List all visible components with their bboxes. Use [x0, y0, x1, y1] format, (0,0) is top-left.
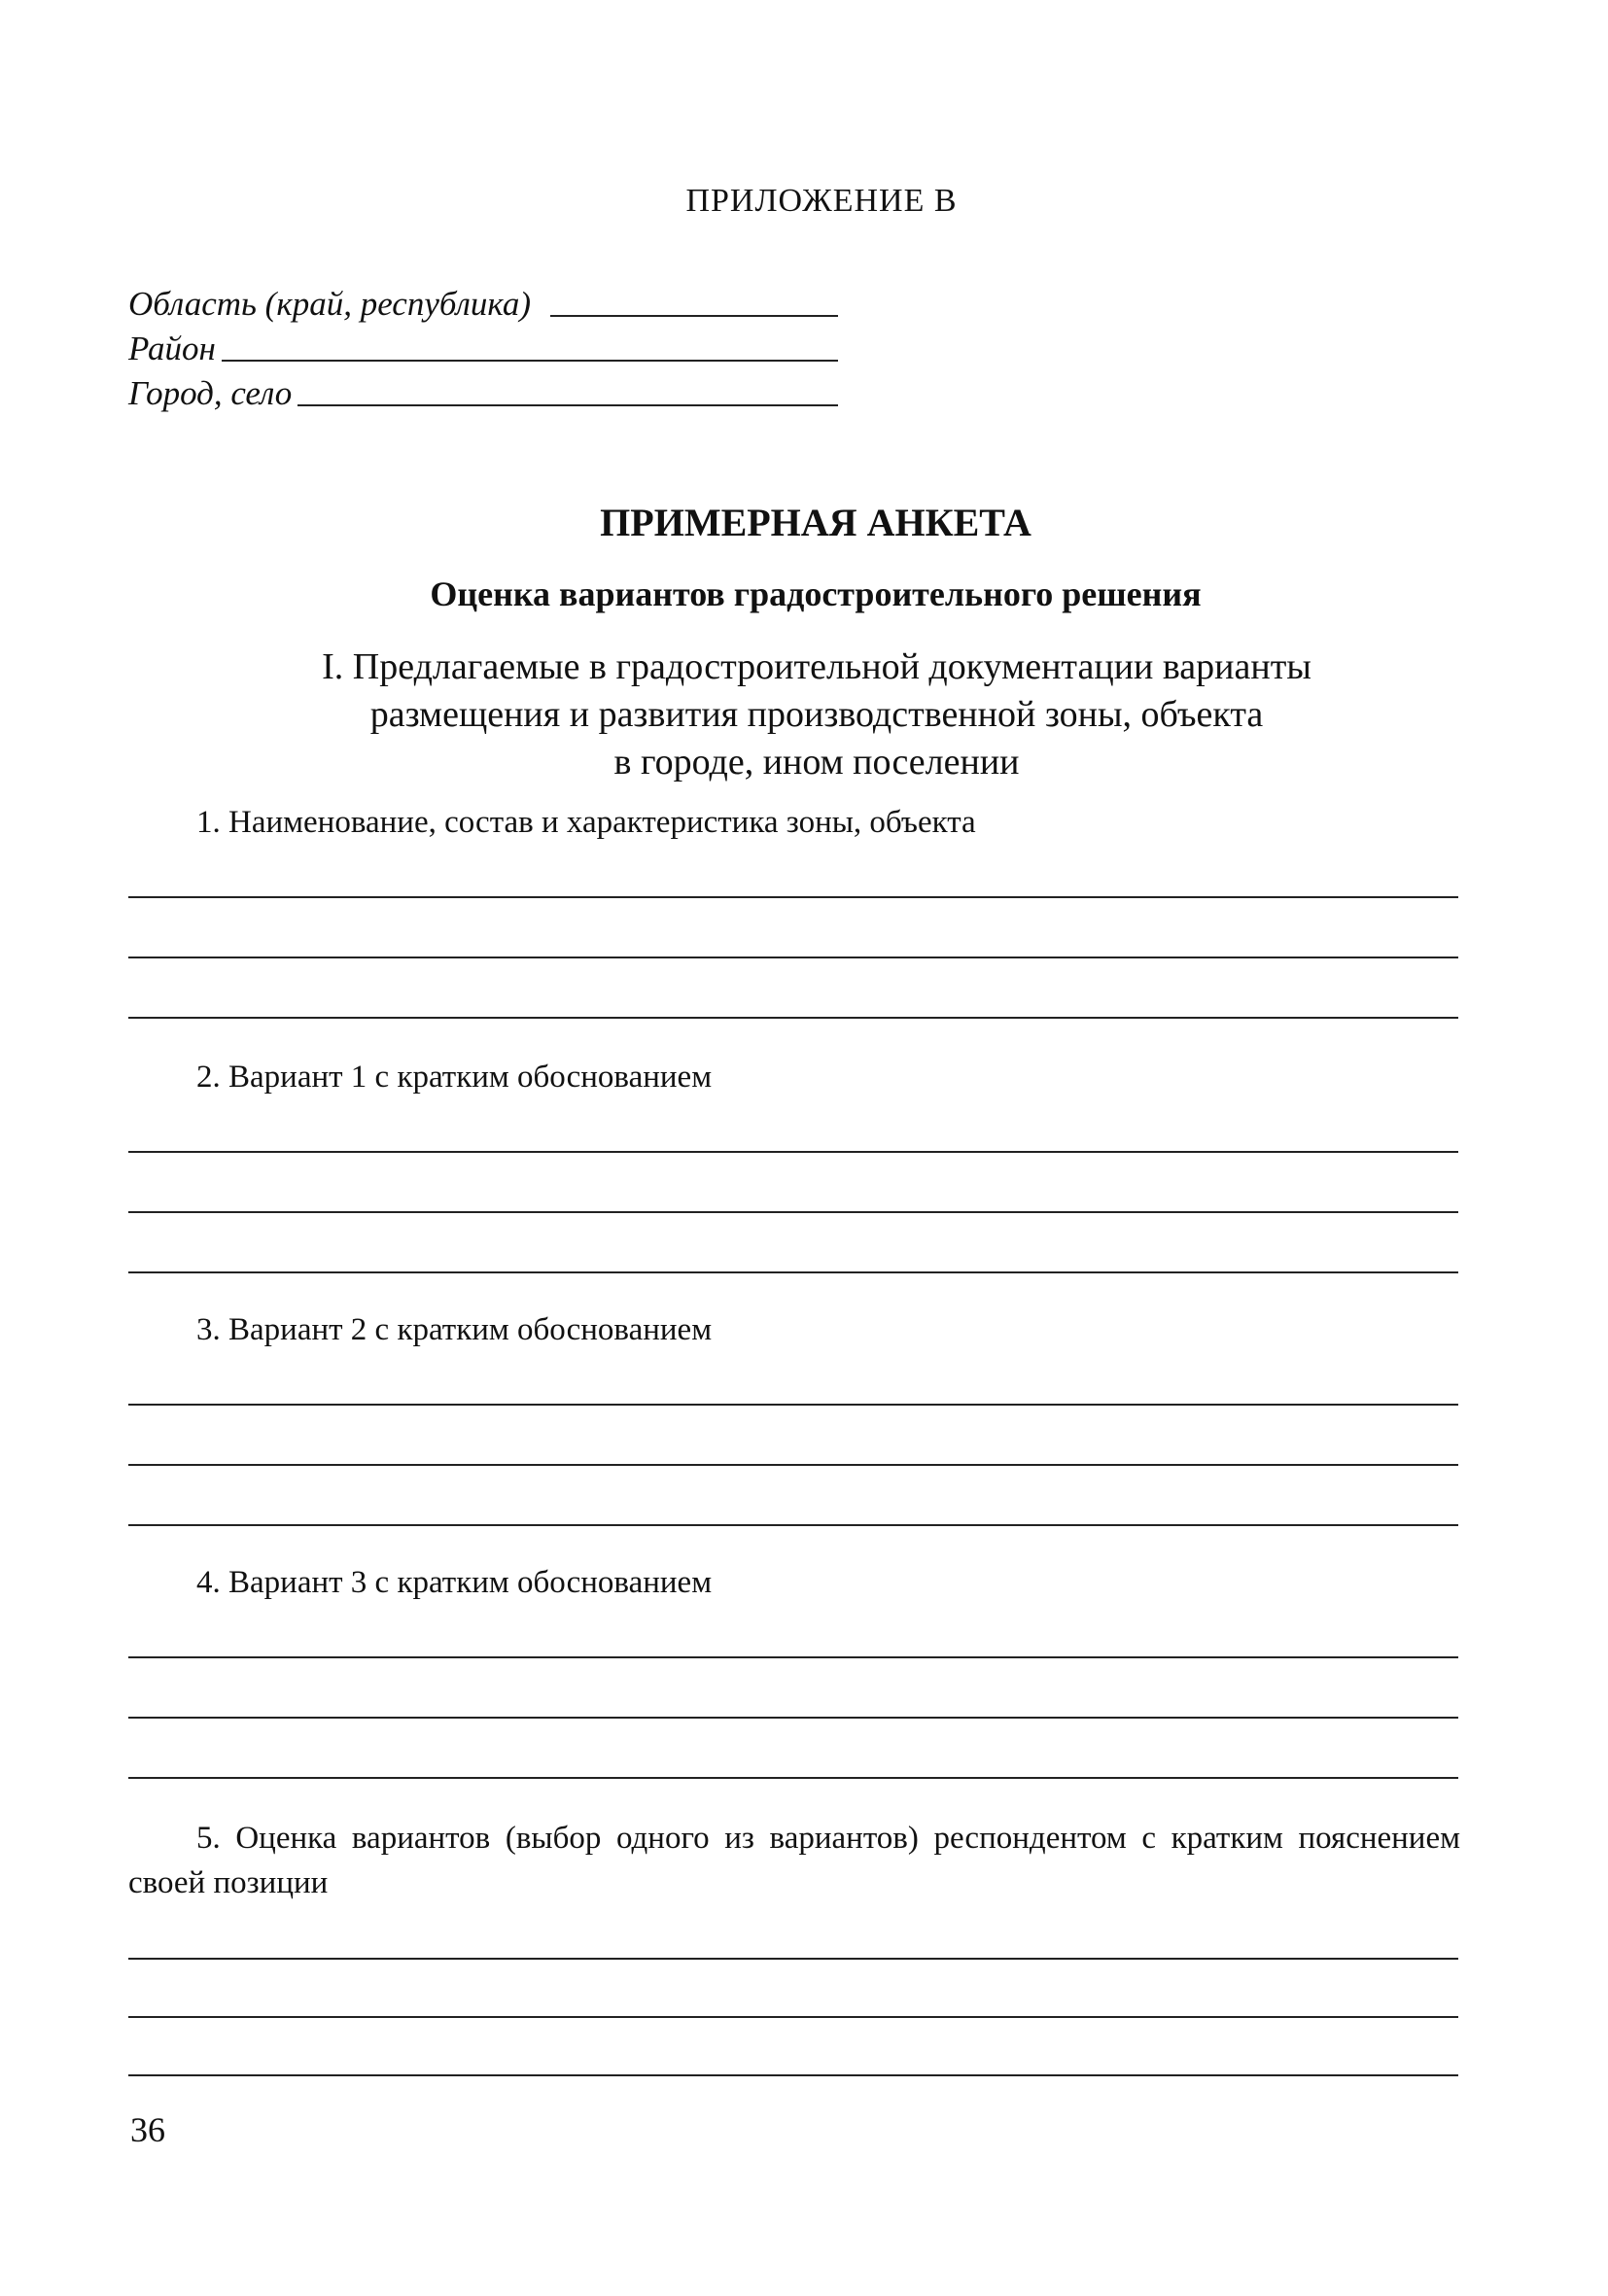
- region-label: Область (край, республика): [128, 285, 532, 323]
- form-title: ПРИМЕРНАЯ АНКЕТА: [600, 501, 1031, 544]
- district-blank-line[interactable]: [222, 360, 838, 362]
- question-5: 5. Оценка вариантов (выбор одного из вариантов) респондентом с кратким пояснением своей позиции: [128, 1821, 1460, 1900]
- answer-line-1c[interactable]: [128, 1017, 1458, 1019]
- section-heading-line-1: I. Предлагаемые в градостроительной документации варианты: [322, 646, 1311, 687]
- section-heading: [165, 644, 1468, 786]
- answer-line-1b[interactable]: [128, 957, 1458, 958]
- question-1: 1. Наименование, состав и характеристика зоны, объекта: [196, 805, 976, 840]
- section-heading-line-3: в городе, ином поселении: [613, 742, 1020, 783]
- district-label: Район: [128, 330, 216, 367]
- region-blank-line[interactable]: [550, 315, 838, 317]
- answer-line-5c[interactable]: [128, 2074, 1458, 2076]
- city-label: Город, село: [128, 374, 293, 412]
- city-blank-line[interactable]: [297, 404, 838, 406]
- answer-line-2a[interactable]: [128, 1151, 1458, 1153]
- answer-line-4a[interactable]: [128, 1656, 1458, 1658]
- appendix-title: ПРИЛОЖЕНИЕ В: [685, 183, 958, 219]
- answer-line-5b[interactable]: [128, 2016, 1458, 2018]
- answer-line-1a[interactable]: [128, 896, 1458, 898]
- question-4: 4. Вариант 3 с кратким обоснованием: [196, 1565, 713, 1600]
- answer-line-3c[interactable]: [128, 1524, 1458, 1526]
- question-3: 3. Вариант 2 с кратким обоснованием: [196, 1312, 713, 1347]
- answer-line-2c[interactable]: [128, 1271, 1458, 1273]
- district-field[interactable]: [128, 321, 838, 365]
- region-field[interactable]: [128, 276, 838, 321]
- answer-line-4c[interactable]: [128, 1777, 1458, 1779]
- city-field[interactable]: [128, 365, 838, 410]
- answer-line-3b[interactable]: [128, 1464, 1458, 1466]
- question-2: 2. Вариант 1 с кратким обоснованием: [196, 1060, 713, 1095]
- section-heading-line-2: размещения и развития производственной зоны, объекта: [369, 694, 1264, 735]
- form-subtitle: Оценка вариантов градостроительного решения: [430, 574, 1202, 613]
- answer-line-5a[interactable]: [128, 1958, 1458, 1960]
- answer-line-2b[interactable]: [128, 1211, 1458, 1213]
- answer-line-3a[interactable]: [128, 1404, 1458, 1406]
- answer-line-4b[interactable]: [128, 1717, 1458, 1719]
- page-number: 36: [130, 2110, 165, 2149]
